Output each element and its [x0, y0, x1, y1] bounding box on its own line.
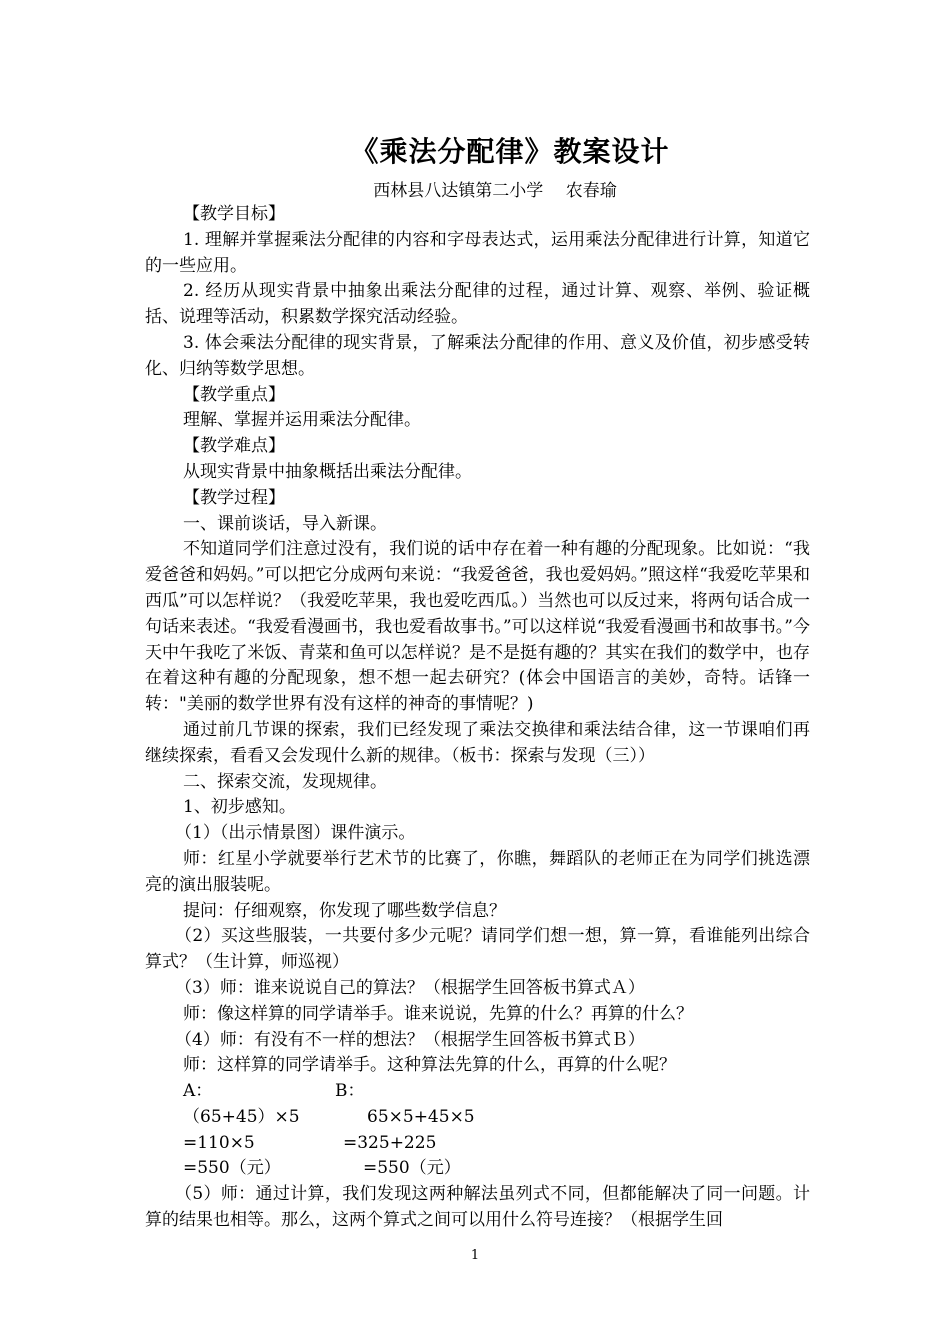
heading-objectives: 【教学目标】	[183, 204, 285, 224]
step-1-heading: 1、初步感知。	[183, 797, 296, 818]
objective-3: 3. 体会乘法分配律的现实背景，了解乘法分配律的作用、意义及价值，初步感受转化、归纳等数学思想。	[145, 332, 810, 379]
calc-label-b: B：	[335, 1081, 365, 1102]
author-line: 西林县八达镇第二小学 农春瑜	[373, 181, 617, 201]
step-1-4: （4）师：有没有不一样的想法？（根据学生回答板书算式Ｂ）	[175, 1029, 645, 1050]
step-1-1: （1）（出示情景图）课件演示。	[175, 823, 416, 844]
intro-paragraph: 不知道同学们注意过没有，我们说的话中存在着一种有趣的分配现象。比如说：“我爱爸爸和妈妈。”可以把它分成两句来说：“我爱爸爸，我也爱妈妈。”照这样“我爱吃苹果和西瓜”可以怎样说？（我爱吃苹果，我也爱吃西瓜。）当然也可以反过来，将两句话合成一句话来表述。“我爱看漫画书，我也爱看故事书。”可以这样说“我爱看漫画书和故事书。”今天中午我吃了米饭、青菜和鱼可以怎样说？是不是挺有趣的？其实在我们的数学中，也存在着这种有趣的分配现象，想不想一起去研究？(体会中国语言的美妙，奇特。话锋一转："美丽的数学世界有没有这样的神奇的事情呢？)	[145, 539, 810, 715]
objective-1: 1. 理解并掌握乘法分配律的内容和字母表达式，运用乘法分配律进行计算，知道它的一些应用。	[145, 229, 810, 276]
calc-a-step-1: （65+45）×5	[183, 1106, 300, 1127]
section-one-heading: 一、课前谈话，导入新课。	[183, 513, 387, 534]
section-two-heading: 二、探索交流，发现规律。	[183, 771, 387, 792]
heading-key-point: 【教学重点】	[183, 384, 285, 405]
calc-row-1	[145, 1105, 810, 1131]
review-paragraph: 通过前几节课的探索，我们已经发现了乘法交换律和乘法结合律，这一节课咱们再继续探索，看看又会发现什么新的规律。（板书：探索与发现（三））	[145, 719, 810, 766]
calc-a-step-3: =550（元）	[183, 1158, 281, 1179]
calc-b-step-1: 65×5+45×5	[367, 1106, 475, 1127]
calc-a-step-2: =110×5	[183, 1132, 255, 1153]
calc-b-step-2: =325+225	[343, 1132, 437, 1153]
step-1-2: （2）买这些服装，一共要付多少元呢？请同学们想一想，算一算，看谁能列出综合算式？（生计算，师巡视）	[145, 926, 810, 973]
teacher-method-b: 师：这样算的同学请举手。这种算法先算的什么，再算的什么呢？	[183, 1055, 676, 1076]
document-body	[145, 202, 810, 1234]
page-number: 1	[470, 1248, 480, 1263]
document-title: 《乘法分配律》教案设计	[350, 135, 670, 168]
calc-row-2	[145, 1131, 810, 1157]
step-1-5: （5）师：通过计算，我们发现这两种解法虽列式不同，但都能解决了同一问题。计算的结果也相等。那么，这两个算式之间可以用什么符号连接？（根据学生回	[145, 1184, 810, 1231]
calc-label-a: A：	[183, 1081, 213, 1102]
teacher-method-a: 师：像这样算的同学请举手。谁来说说，先算的什么？再算的什么？	[183, 1003, 693, 1024]
step-1-3: （3）师：谁来说说自己的算法？（根据学生回答板书算式Ａ）	[175, 977, 645, 998]
heading-process: 【教学过程】	[183, 487, 285, 508]
question-observe: 提问：仔细观察，你发现了哪些数学信息？	[183, 900, 506, 921]
difficulty-text: 从现实背景中抽象概括出乘法分配律。	[183, 461, 472, 482]
calc-labels-row	[145, 1079, 810, 1105]
calc-b-step-3: =550（元）	[363, 1158, 461, 1179]
objective-2: 2. 经历从现实背景中抽象出乘法分配律的过程，通过计算、观察、举例、验证概括、说理等活动，积累数学探究活动经验。	[145, 281, 810, 328]
calc-row-3	[145, 1156, 810, 1182]
heading-difficulty: 【教学难点】	[183, 436, 285, 457]
teacher-scene: 师：红星小学就要举行艺术节的比赛了，你瞧，舞蹈队的老师正在为同学们挑选漂亮的演出服装呢。	[145, 848, 810, 895]
key-point-text: 理解、掌握并运用乘法分配律。	[183, 410, 421, 431]
